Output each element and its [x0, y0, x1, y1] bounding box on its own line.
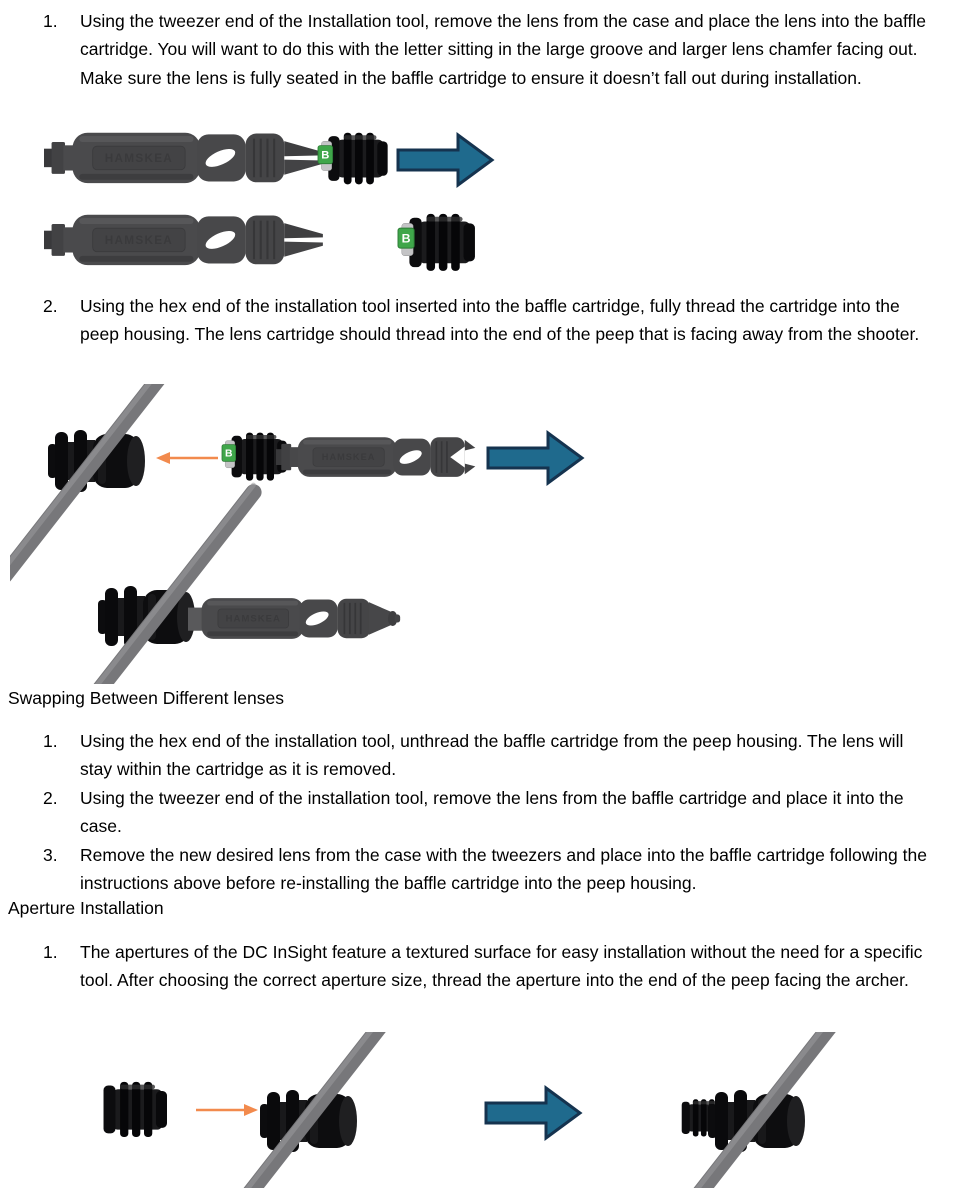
- figure-thread-cartridge-into-peep: [10, 384, 630, 684]
- figure-aperture-installation: [48, 1032, 920, 1188]
- step-number: 2.: [43, 296, 58, 316]
- blue-arrow-icon: [398, 135, 492, 185]
- bowstring: [55, 481, 265, 684]
- gripped-cartridge: [318, 133, 388, 185]
- orange-arrow-right-icon: [196, 1104, 258, 1116]
- section-heading-aperture: Aperture Installation: [8, 898, 164, 918]
- instruction-step: [43, 7, 940, 92]
- step-number: 3.: [43, 844, 58, 865]
- step-number: 1.: [43, 942, 58, 962]
- step-text: Using the hex end of the installation tool, unthread the baffle cartridge from the peep housing. The lens will stay within the cartridge as it is removed.: [80, 731, 904, 780]
- installation-tool: [276, 437, 475, 477]
- instruction-step: [43, 292, 940, 349]
- section-heading-swapping: Swapping Between Different lenses: [8, 688, 284, 708]
- step-text: Remove the new desired lens from the case with the tweezers and place into the baffle cartridge following the instructions above before re-installing the baffle cartridge into the peep housing.: [80, 844, 927, 894]
- blue-arrow-icon: [488, 433, 582, 483]
- installation-tool-threaded: [188, 598, 400, 639]
- instruction-step: [43, 841, 940, 898]
- installation-tool: [44, 215, 323, 265]
- step-number: 1.: [43, 11, 58, 31]
- figure-lens-into-cartridge: [30, 122, 510, 280]
- instruction-step: [43, 938, 940, 995]
- blue-arrow-icon: [486, 1088, 580, 1138]
- orange-arrow-left-icon: [156, 452, 218, 464]
- step-text: Using the tweezer end of the Installation tool, remove the lens from the case and place the lens into the baffle cartridge. You will want to do this with the letter sitting in the large groove and larger lens chamfer facing out. Make sure the lens is fully seated in the baffle cartridge to ensure it doesn’t fall out during installation.: [80, 11, 927, 88]
- step-text: Using the tweezer end of the installation tool, remove the lens from the baffle cartridge and place it into the case.: [80, 787, 904, 837]
- step-number: 2.: [43, 787, 58, 808]
- step-text: The apertures of the DC InSight feature a textured surface for easy installation without the need for a specific tool. After choosing the correct aperture size, thread the aperture into the end of the peep facing the archer.: [80, 942, 923, 991]
- instruction-step: [43, 784, 940, 841]
- step-text: Using the hex end of the installation tool inserted into the baffle cartridge, fully thread the cartridge into the peep housing. The lens cartridge should thread into the end of the peep that is facing away from the shooter.: [80, 296, 920, 345]
- step-number: 1.: [43, 731, 58, 751]
- installation-tool-with-cartridge: [44, 133, 323, 183]
- swapping-steps-list: [43, 727, 940, 897]
- instruction-step: [43, 727, 940, 784]
- aperture-illustration: [104, 1082, 167, 1137]
- baffle-cartridge: [398, 214, 475, 271]
